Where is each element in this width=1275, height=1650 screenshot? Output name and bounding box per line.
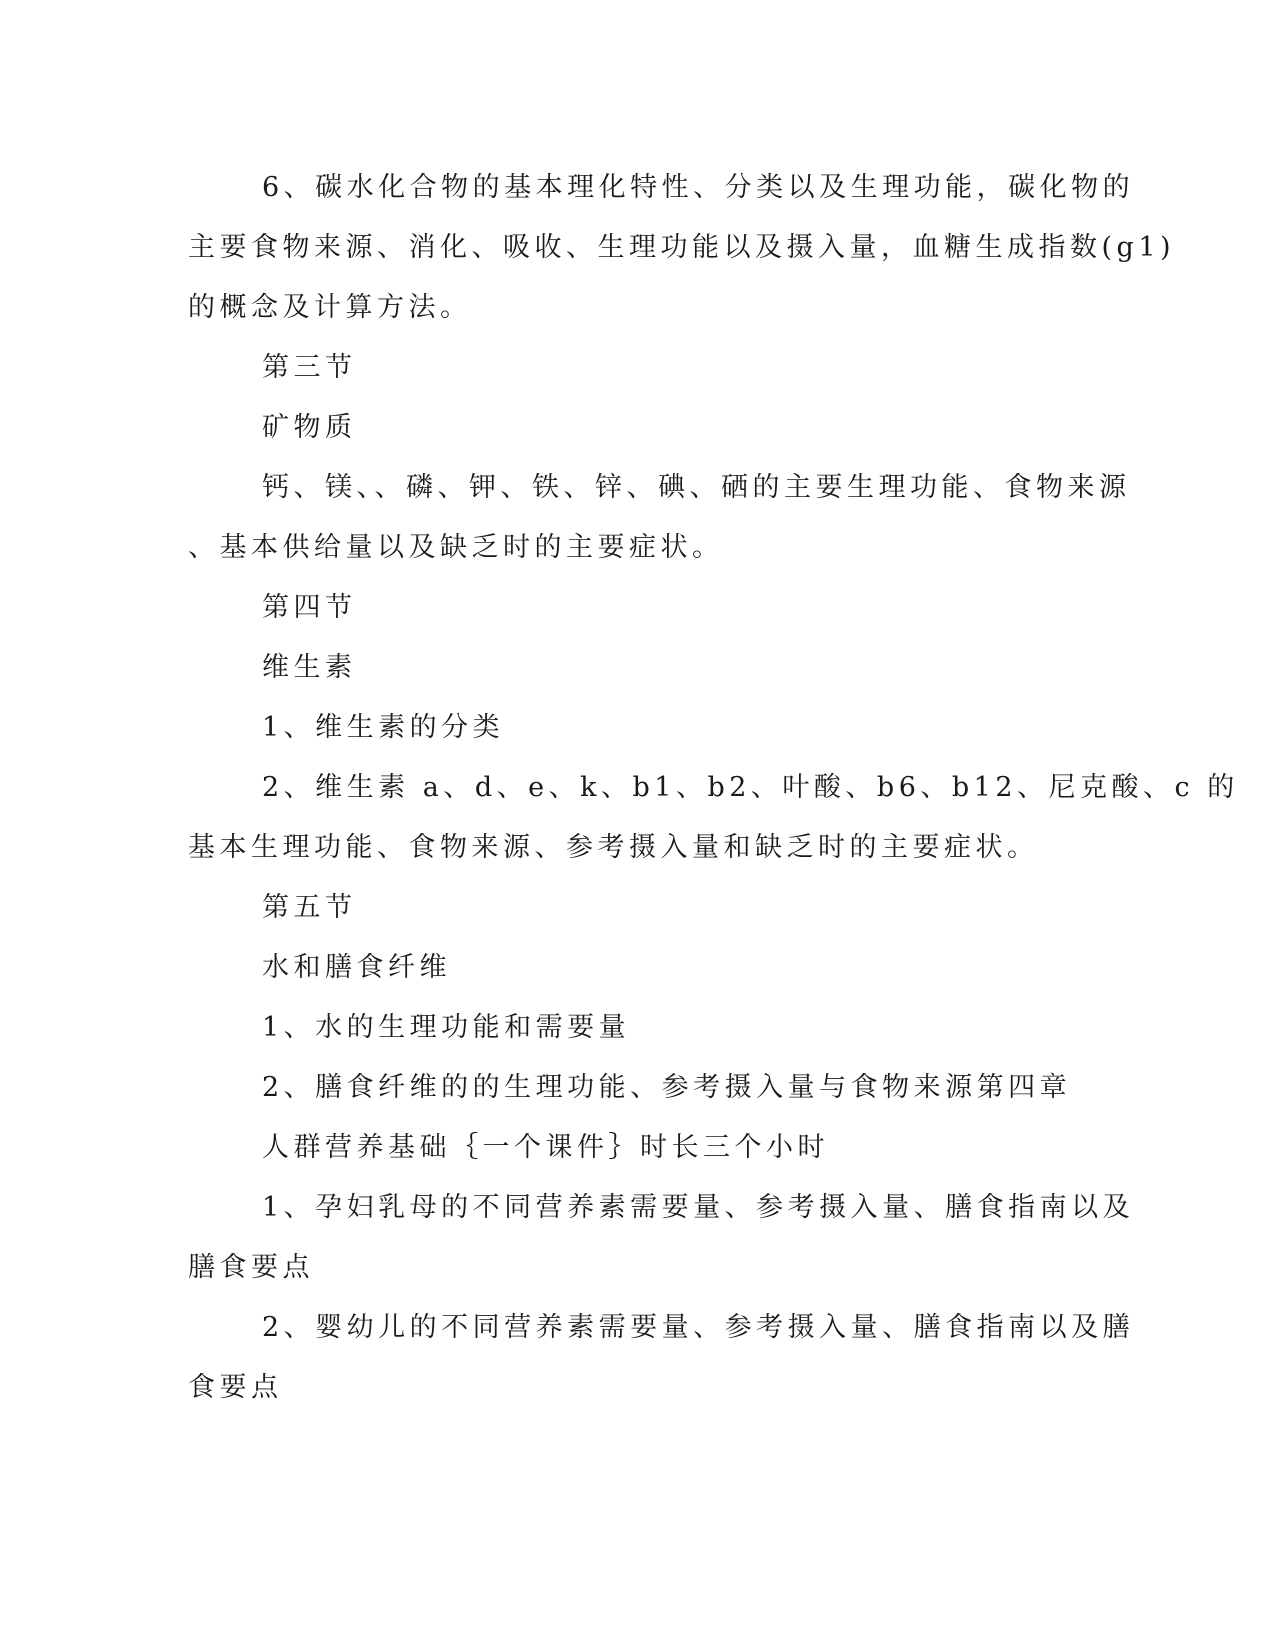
paragraph-line: 主要食物来源、消化、吸收、生理功能以及摄入量，血糖生成指数(g1): [188, 232, 1176, 263]
section-title: 水和膳食纤维: [262, 952, 451, 983]
list-item: 1、孕妇乳母的不同营养素需要量、参考摄入量、膳食指南以及: [262, 1192, 1135, 1223]
section-heading: 第四节: [262, 592, 357, 623]
chapter-title: 人群营养基础｛一个课件｝时长三个小时: [262, 1132, 829, 1163]
paragraph-line: 食要点: [188, 1372, 283, 1403]
paragraph-line: 的概念及计算方法。: [188, 292, 472, 323]
paragraph-line: 基本生理功能、食物来源、参考摄入量和缺乏时的主要症状。: [188, 832, 1039, 863]
paragraph-line: 钙、镁、、磷、钾、铁、锌、碘、硒的主要生理功能、食物来源: [262, 472, 1131, 503]
list-item: 2、膳食纤维的的生理功能、参考摄入量与食物来源第四章: [262, 1072, 1072, 1103]
section-title: 矿物质: [262, 412, 357, 443]
list-item: 1、维生素的分类: [262, 712, 505, 743]
section-heading: 第三节: [262, 352, 357, 383]
paragraph-line: 6、碳水化合物的基本理化特性、分类以及生理功能，碳化物的: [262, 172, 1135, 203]
section-title: 维生素: [262, 652, 357, 683]
paragraph-line: 、基本供给量以及缺乏时的主要症状。: [188, 532, 724, 563]
section-heading: 第五节: [262, 892, 357, 923]
list-item: 2、婴幼儿的不同营养素需要量、参考摄入量、膳食指南以及膳: [262, 1312, 1135, 1343]
list-item: 1、水的生理功能和需要量: [262, 1012, 631, 1043]
list-item: 2、维生素 a、d、e、k、b1、b2、叶酸、b6、b12、尼克酸、c 的: [262, 772, 1239, 803]
paragraph-line: 膳食要点: [188, 1252, 314, 1283]
